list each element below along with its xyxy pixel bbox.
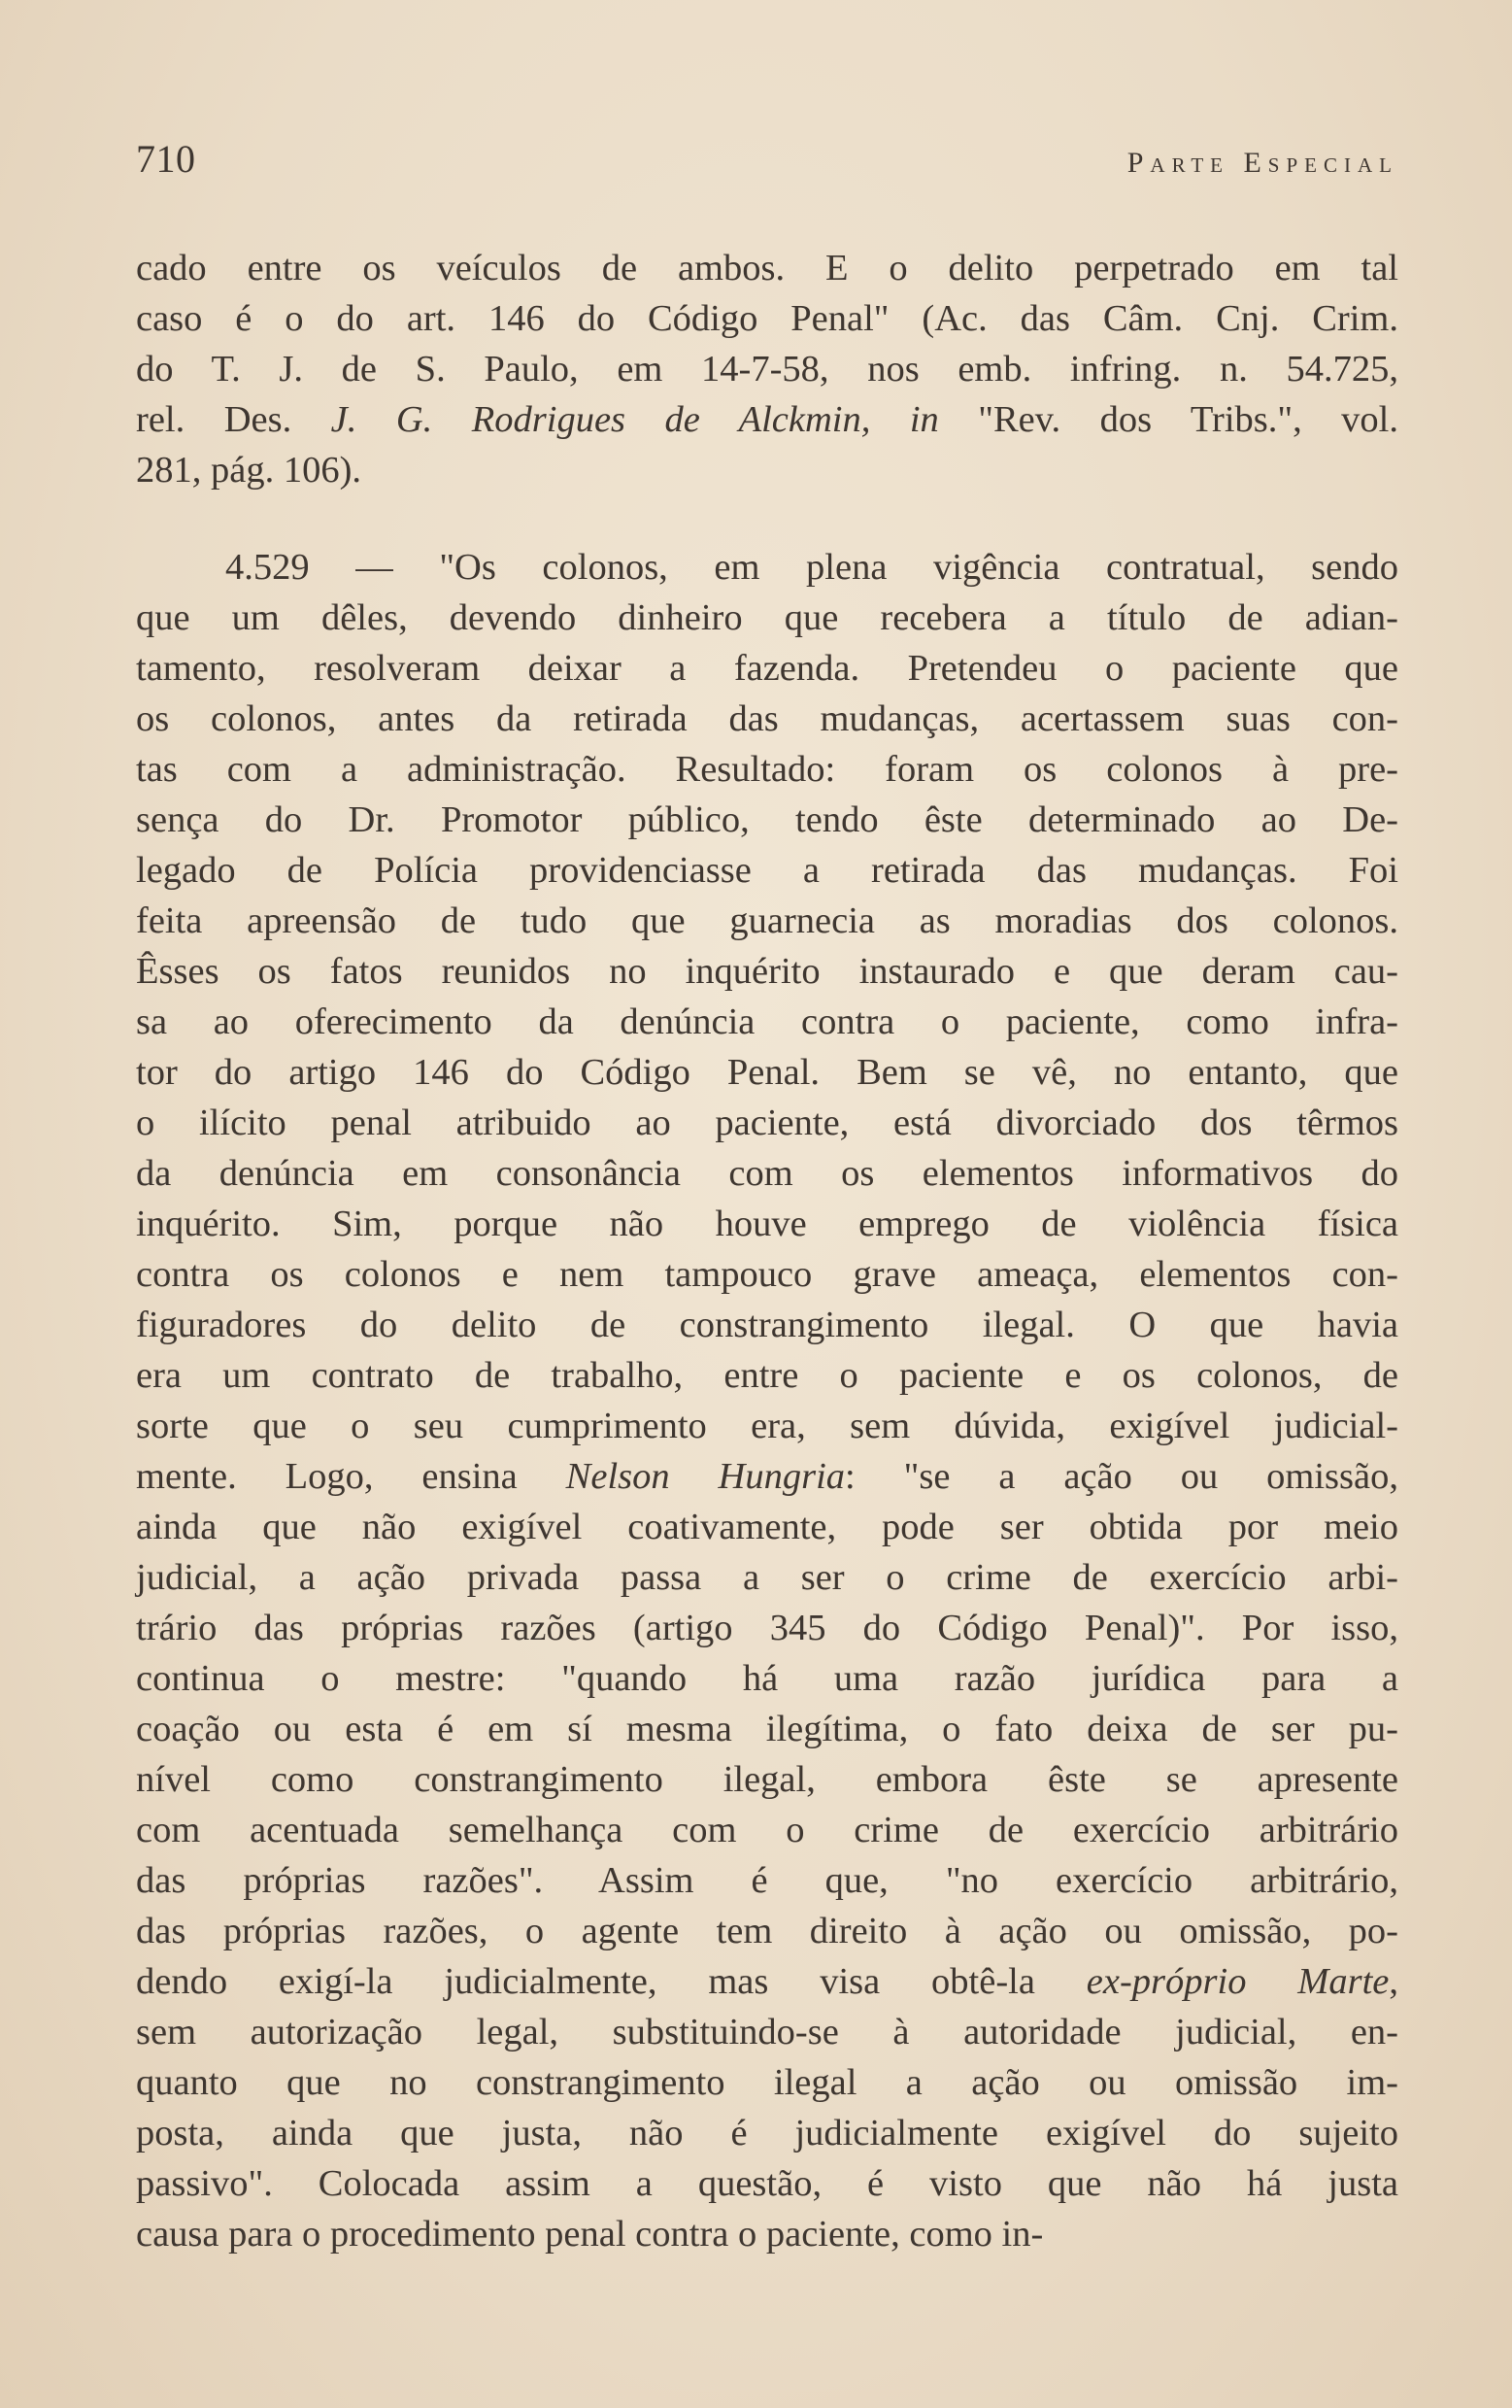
text-line: continua o mestre: "quando há uma razão jurídica para a xyxy=(136,1658,1398,1699)
text-line: feita apreensão de tudo que guarnecia as moradias dos colonos. xyxy=(136,900,1398,941)
page-header xyxy=(136,136,1398,194)
text-line: tas com a administração. Resultado: foram os colonos à pre- xyxy=(136,749,1398,790)
text-line: que um dêles, devendo dinheiro que recebera a título de adian- xyxy=(136,597,1398,638)
text-line: tamento, resolveram deixar a fazenda. Pretendeu o paciente que xyxy=(136,648,1398,689)
text-line: inquérito. Sim, porque não houve emprego de violência física xyxy=(136,1204,1398,1244)
text-line: o ilícito penal atribuido ao paciente, está divorciado dos têrmos xyxy=(136,1102,1398,1143)
text-line: 281, pág. 106). xyxy=(136,450,362,491)
text-line: judicial, a ação privada passa a ser o crime de exercício arbi- xyxy=(136,1557,1398,1598)
text-line: trário das próprias razões (artigo 345 do Código Penal)". Por isso, xyxy=(136,1608,1398,1648)
page xyxy=(136,136,1398,2259)
body-text xyxy=(136,243,1398,2259)
text-line: sença do Dr. Promotor público, tendo êste determinado ao De- xyxy=(136,799,1398,840)
text-line: com acentuada semelhança com o crime de exercício arbitrário xyxy=(136,1810,1398,1850)
text-line: sorte que o seu cumprimento era, sem dúvida, exigível judicial- xyxy=(136,1406,1398,1446)
text-line: rel. Des. J. G. Rodrigues de Alckmin, in "Rev. dos Tribs.", vol. xyxy=(136,399,1398,440)
text-line: causa para o procedimento penal contra o paciente, como in- xyxy=(136,2214,1044,2255)
text-line: cado entre os veículos de ambos. E o delito perpetrado em tal xyxy=(136,248,1398,288)
text-line: 4.529 — "Os colonos, em plena vigência contratual, sendo xyxy=(225,547,1398,588)
text-line: caso é o do art. 146 do Código Penal" (Ac. das Câm. Cnj. Crim. xyxy=(136,298,1398,339)
text-line: tor do artigo 146 do Código Penal. Bem se vê, no entanto, que xyxy=(136,1052,1398,1093)
text-line: legado de Polícia providenciasse a retirada das mudanças. Foi xyxy=(136,850,1398,891)
text-line: posta, ainda que justa, não é judicialmente exigível do sujeito xyxy=(136,2113,1398,2154)
paragraph-1 xyxy=(136,243,1398,495)
text-line: do T. J. de S. Paulo, em 14-7-58, nos emb. infring. n. 54.725, xyxy=(136,349,1398,390)
text-line: passivo". Colocada assim a questão, é visto que não há justa xyxy=(136,2163,1398,2204)
text-line: ainda que não exigível coativamente, pode ser obtida por meio xyxy=(136,1507,1398,1547)
text-line: sa ao oferecimento da denúncia contra o paciente, como infra- xyxy=(136,1001,1398,1042)
running-head: Parte Especial xyxy=(1126,147,1398,179)
text-line: mente. Logo, ensina Nelson Hungria: "se a ação ou omissão, xyxy=(136,1456,1398,1497)
text-line: nível como constrangimento ilegal, embora êste se apresente xyxy=(136,1759,1398,1800)
text-line: Êsses os fatos reunidos no inquérito instaurado e que deram cau- xyxy=(136,951,1398,992)
text-line: sem autorização legal, substituindo-se à autoridade judicial, en- xyxy=(136,2012,1398,2052)
text-line: coação ou esta é em sí mesma ilegítima, o fato deixa de ser pu- xyxy=(136,1709,1398,1749)
text-line: das próprias razões, o agente tem direito à ação ou omissão, po- xyxy=(136,1911,1398,1951)
page-number: 710 xyxy=(136,137,196,181)
text-line: das próprias razões". Assim é que, "no exercício arbitrário, xyxy=(136,1860,1398,1901)
text-line: quanto que no constrangimento ilegal a ação ou omissão im- xyxy=(136,2062,1398,2103)
paragraph-2 xyxy=(136,542,1398,2259)
text-line: da denúncia em consonância com os elementos informativos do xyxy=(136,1153,1398,1194)
text-line: os colonos, antes da retirada das mudanças, acertassem suas con- xyxy=(136,698,1398,739)
text-line: era um contrato de trabalho, entre o paciente e os colonos, de xyxy=(136,1355,1398,1396)
text-line: figuradores do delito de constrangimento ilegal. O que havia xyxy=(136,1305,1398,1345)
text-line: contra os colonos e nem tampouco grave ameaça, elementos con- xyxy=(136,1254,1398,1295)
text-line: dendo exigí-la judicialmente, mas visa obtê-la ex-próprio Marte, xyxy=(136,1961,1398,2002)
